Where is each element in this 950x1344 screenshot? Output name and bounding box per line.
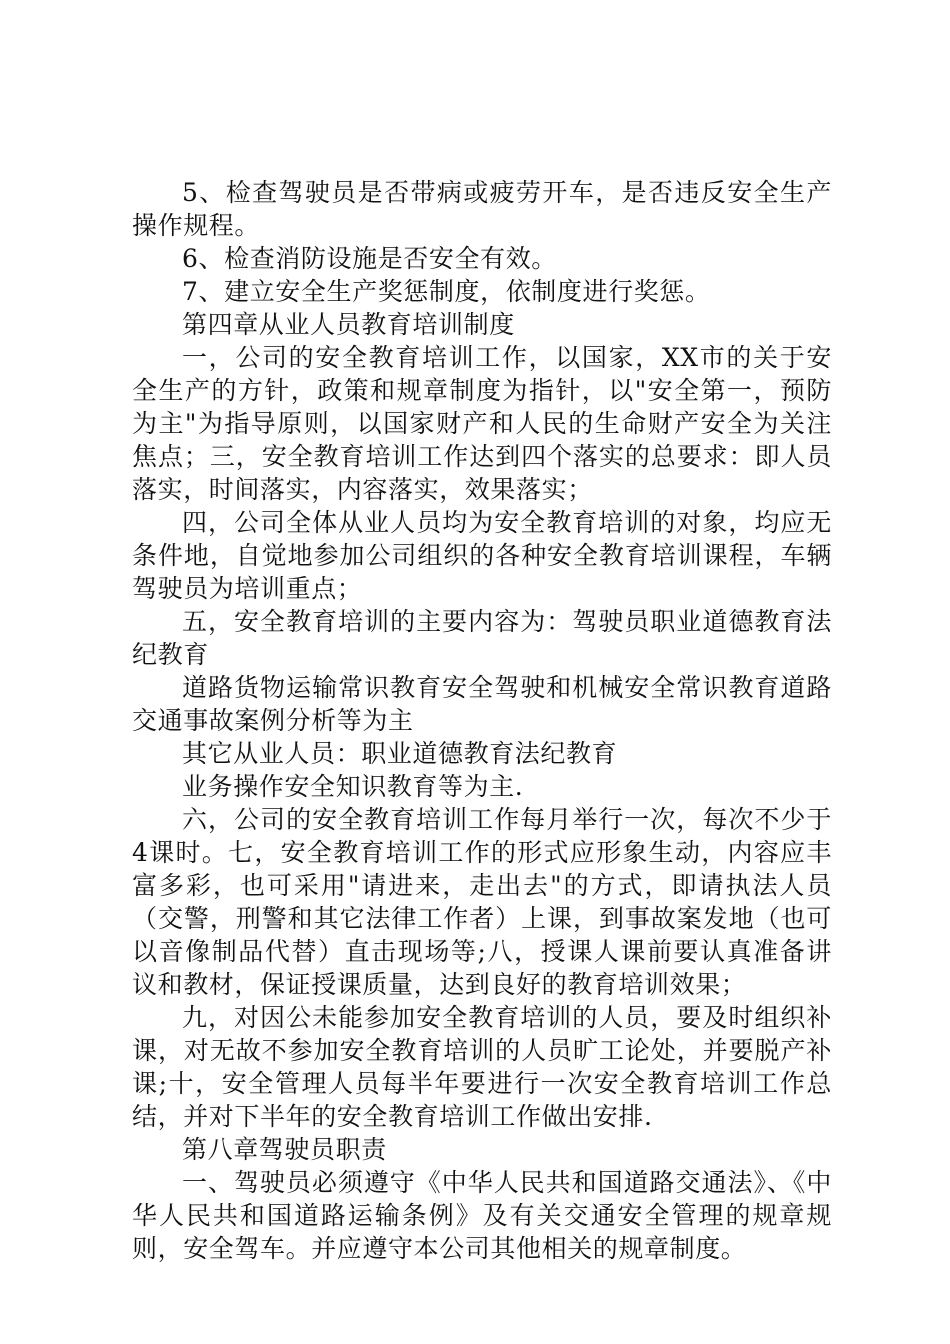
paragraph-item-7: 7、建立安全生产奖惩制度，依制度进行奖惩。 xyxy=(182,277,711,306)
paragraph-section-4: 四，公司全体从业人员均为安全教育培训的对象，均应无条件地，自觉地参加公司组织的各种安全教育培训课程，车辆驾驶员为培训重点； xyxy=(132,508,832,603)
chapter-heading-8: 第八章驾驶员职责 xyxy=(182,1135,387,1164)
chapter-heading-4: 第四章从业人员教育培训制度 xyxy=(182,310,515,339)
paragraph-section-9-10: 九，对因公未能参加安全教育培训的人员，要及时组织补课，对无故不参加安全教育培训的人员旷工论处，并要脱产补课;十，安全管理人员每半年要进行一次安全教育培训工作总结，并对下半年的安全教育培训工作做出安排. xyxy=(132,1003,832,1131)
document-body xyxy=(132,176,832,1265)
paragraph-business-safety: 业务操作安全知识教育等为主. xyxy=(182,772,524,801)
paragraph-section-1-3: 一，公司的安全教育培训工作，以国家，XX市的关于安全生产的方针，政策和规章制度为指针，以"安全第一，预防为主"为指导原则，以国家财产和人民的生命财产安全为关注焦点；三，安全教育培训工作达到四个落实的总要求：即人员落实，时间落实，内容落实，效果落实； xyxy=(132,343,832,504)
paragraph-driver-content: 道路货物运输常识教育安全驾驶和机械安全常识教育道路交通事故案例分析等为主 xyxy=(132,673,832,735)
paragraph-item-6: 6、检查消防设施是否安全有效。 xyxy=(182,244,557,273)
paragraph-section-5: 五，安全教育培训的主要内容为：驾驶员职业道德教育法纪教育 xyxy=(132,607,832,669)
paragraph-item-5: 5、检查驾驶员是否带病或疲劳开车，是否违反安全生产操作规程。 xyxy=(132,178,832,240)
paragraph-driver-duty-1: 一、驾驶员必须遵守《中华人民共和国道路交通法》、《中华人民共和国道路运输条例》及有关交通安全管理的规章规则，安全驾车。并应遵守本公司其他相关的规章制度。 xyxy=(132,1168,832,1263)
paragraph-section-6-8: 六，公司的安全教育培训工作每月举行一次，每次不少于4课时。七，安全教育培训工作的形式应形象生动，内容应丰富多彩，也可采用"请进来，走出去"的方式，即请执法人员（交警，刑警和其它法律工作者）上课，到事故案发地（也可以音像制品代替）直击现场等;八，授课人课前要认真准备讲议和教材，保证授课质量，达到良好的教育培训效果； xyxy=(132,805,832,999)
paragraph-other-staff: 其它从业人员：职业道德教育法纪教育 xyxy=(182,739,618,768)
